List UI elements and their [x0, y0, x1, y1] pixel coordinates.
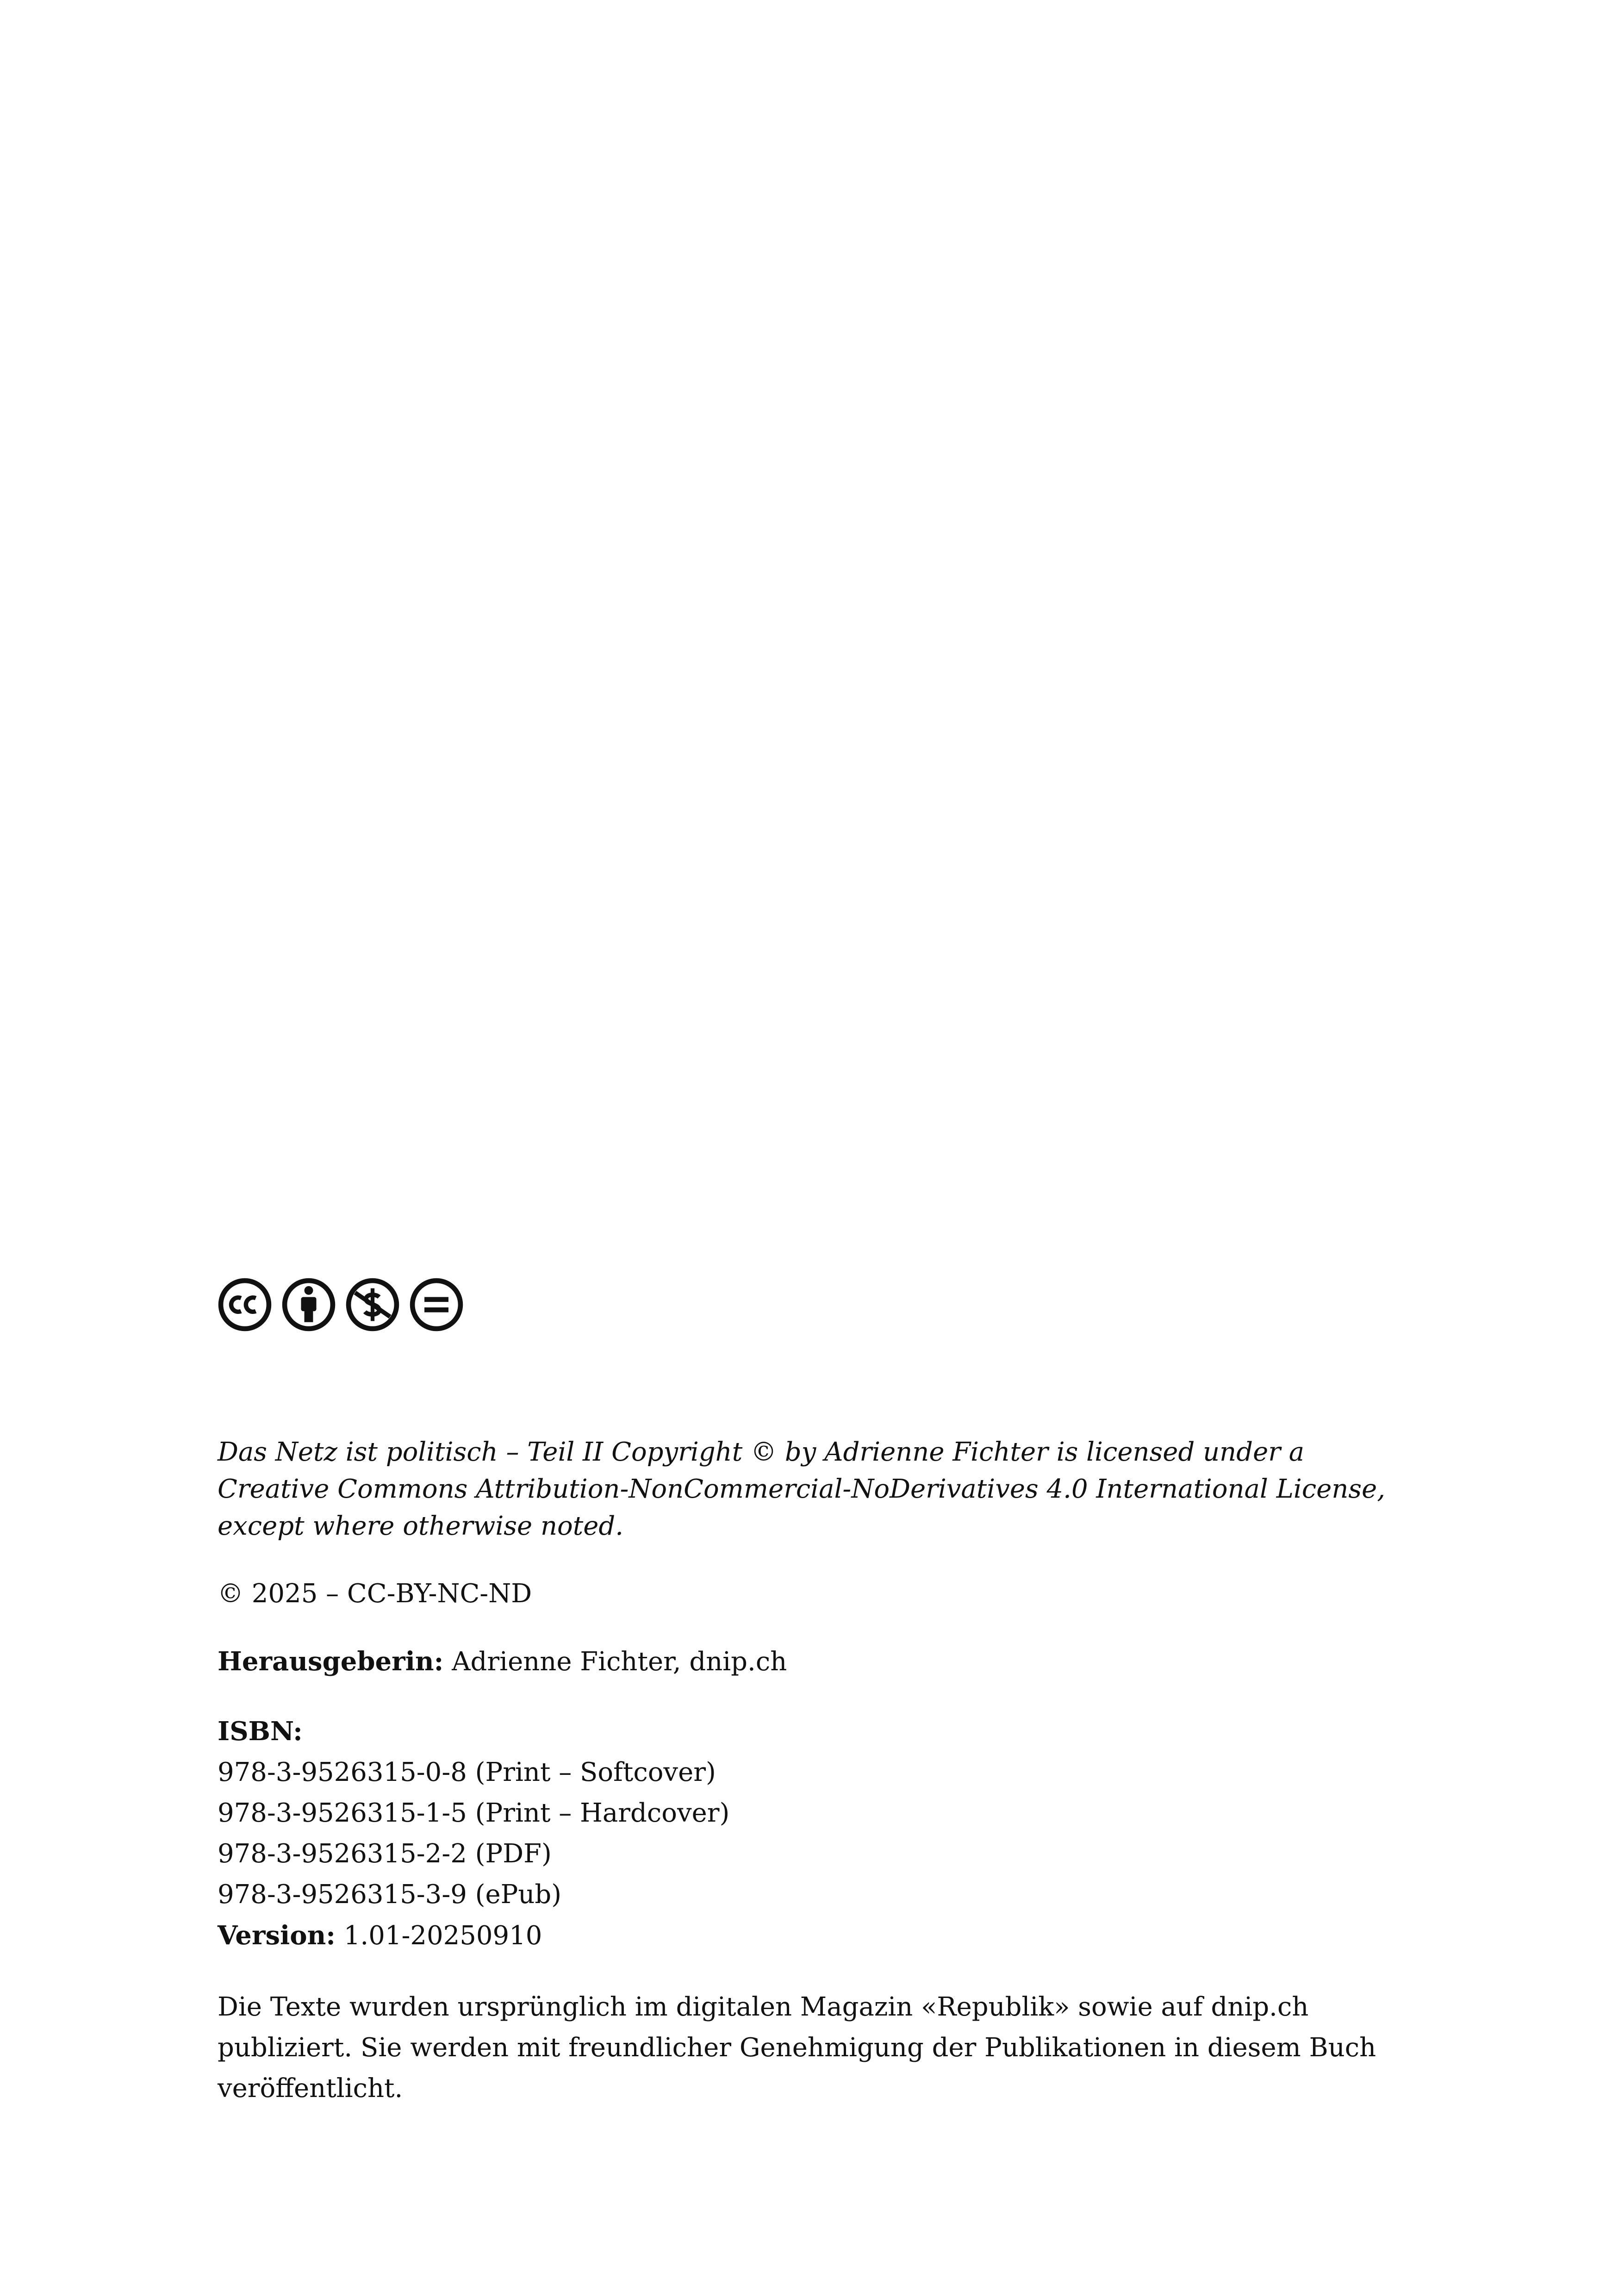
isbn-item: 978-3-9526315-1-5 (Print – Hardcover) — [218, 1798, 730, 1828]
version-value: 1.01-20250910 — [335, 1921, 542, 1951]
publisher-value: Adrienne Fichter, dnip.ch — [443, 1647, 787, 1677]
publisher-line — [218, 1643, 1402, 1680]
version-line — [218, 1915, 1402, 1956]
publication-note: Die Texte wurden ursprünglich im digitalen Magazin «Republik» sowie auf dnip.ch publiziert. Sie werden mit freundlicher Genehmigung der Publikationen in diesem Buch veröffentlicht. — [218, 1992, 1376, 2103]
cc-icon — [218, 1277, 272, 1332]
publisher-label: Herausgeberin: — [218, 1646, 444, 1677]
by-icon — [281, 1277, 336, 1332]
isbn-item: 978-3-9526315-0-8 (Print – Softcover) — [218, 1757, 716, 1787]
isbn-item: 978-3-9526315-3-9 (ePub) — [218, 1879, 562, 1910]
imprint-section — [218, 1277, 1402, 2109]
nd-icon — [409, 1277, 464, 1332]
license-icons — [218, 1277, 1402, 1332]
license-statement: Das Netz ist politisch – Teil II Copyright © by Adrienne Fichter is licensed under a Creative Commons Attribution-NonCommercial-NoDerivatives 4.0 International License, except where otherwise noted. — [218, 1437, 1386, 1541]
nc-icon — [345, 1277, 400, 1332]
isbn-label: ISBN: — [218, 1716, 303, 1747]
isbn-block — [218, 1711, 1402, 1956]
copyright-line: © 2025 – CC-BY-NC-ND — [218, 1579, 532, 1609]
version-label: Version: — [218, 1920, 336, 1951]
isbn-item: 978-3-9526315-2-2 (PDF) — [218, 1839, 552, 1869]
